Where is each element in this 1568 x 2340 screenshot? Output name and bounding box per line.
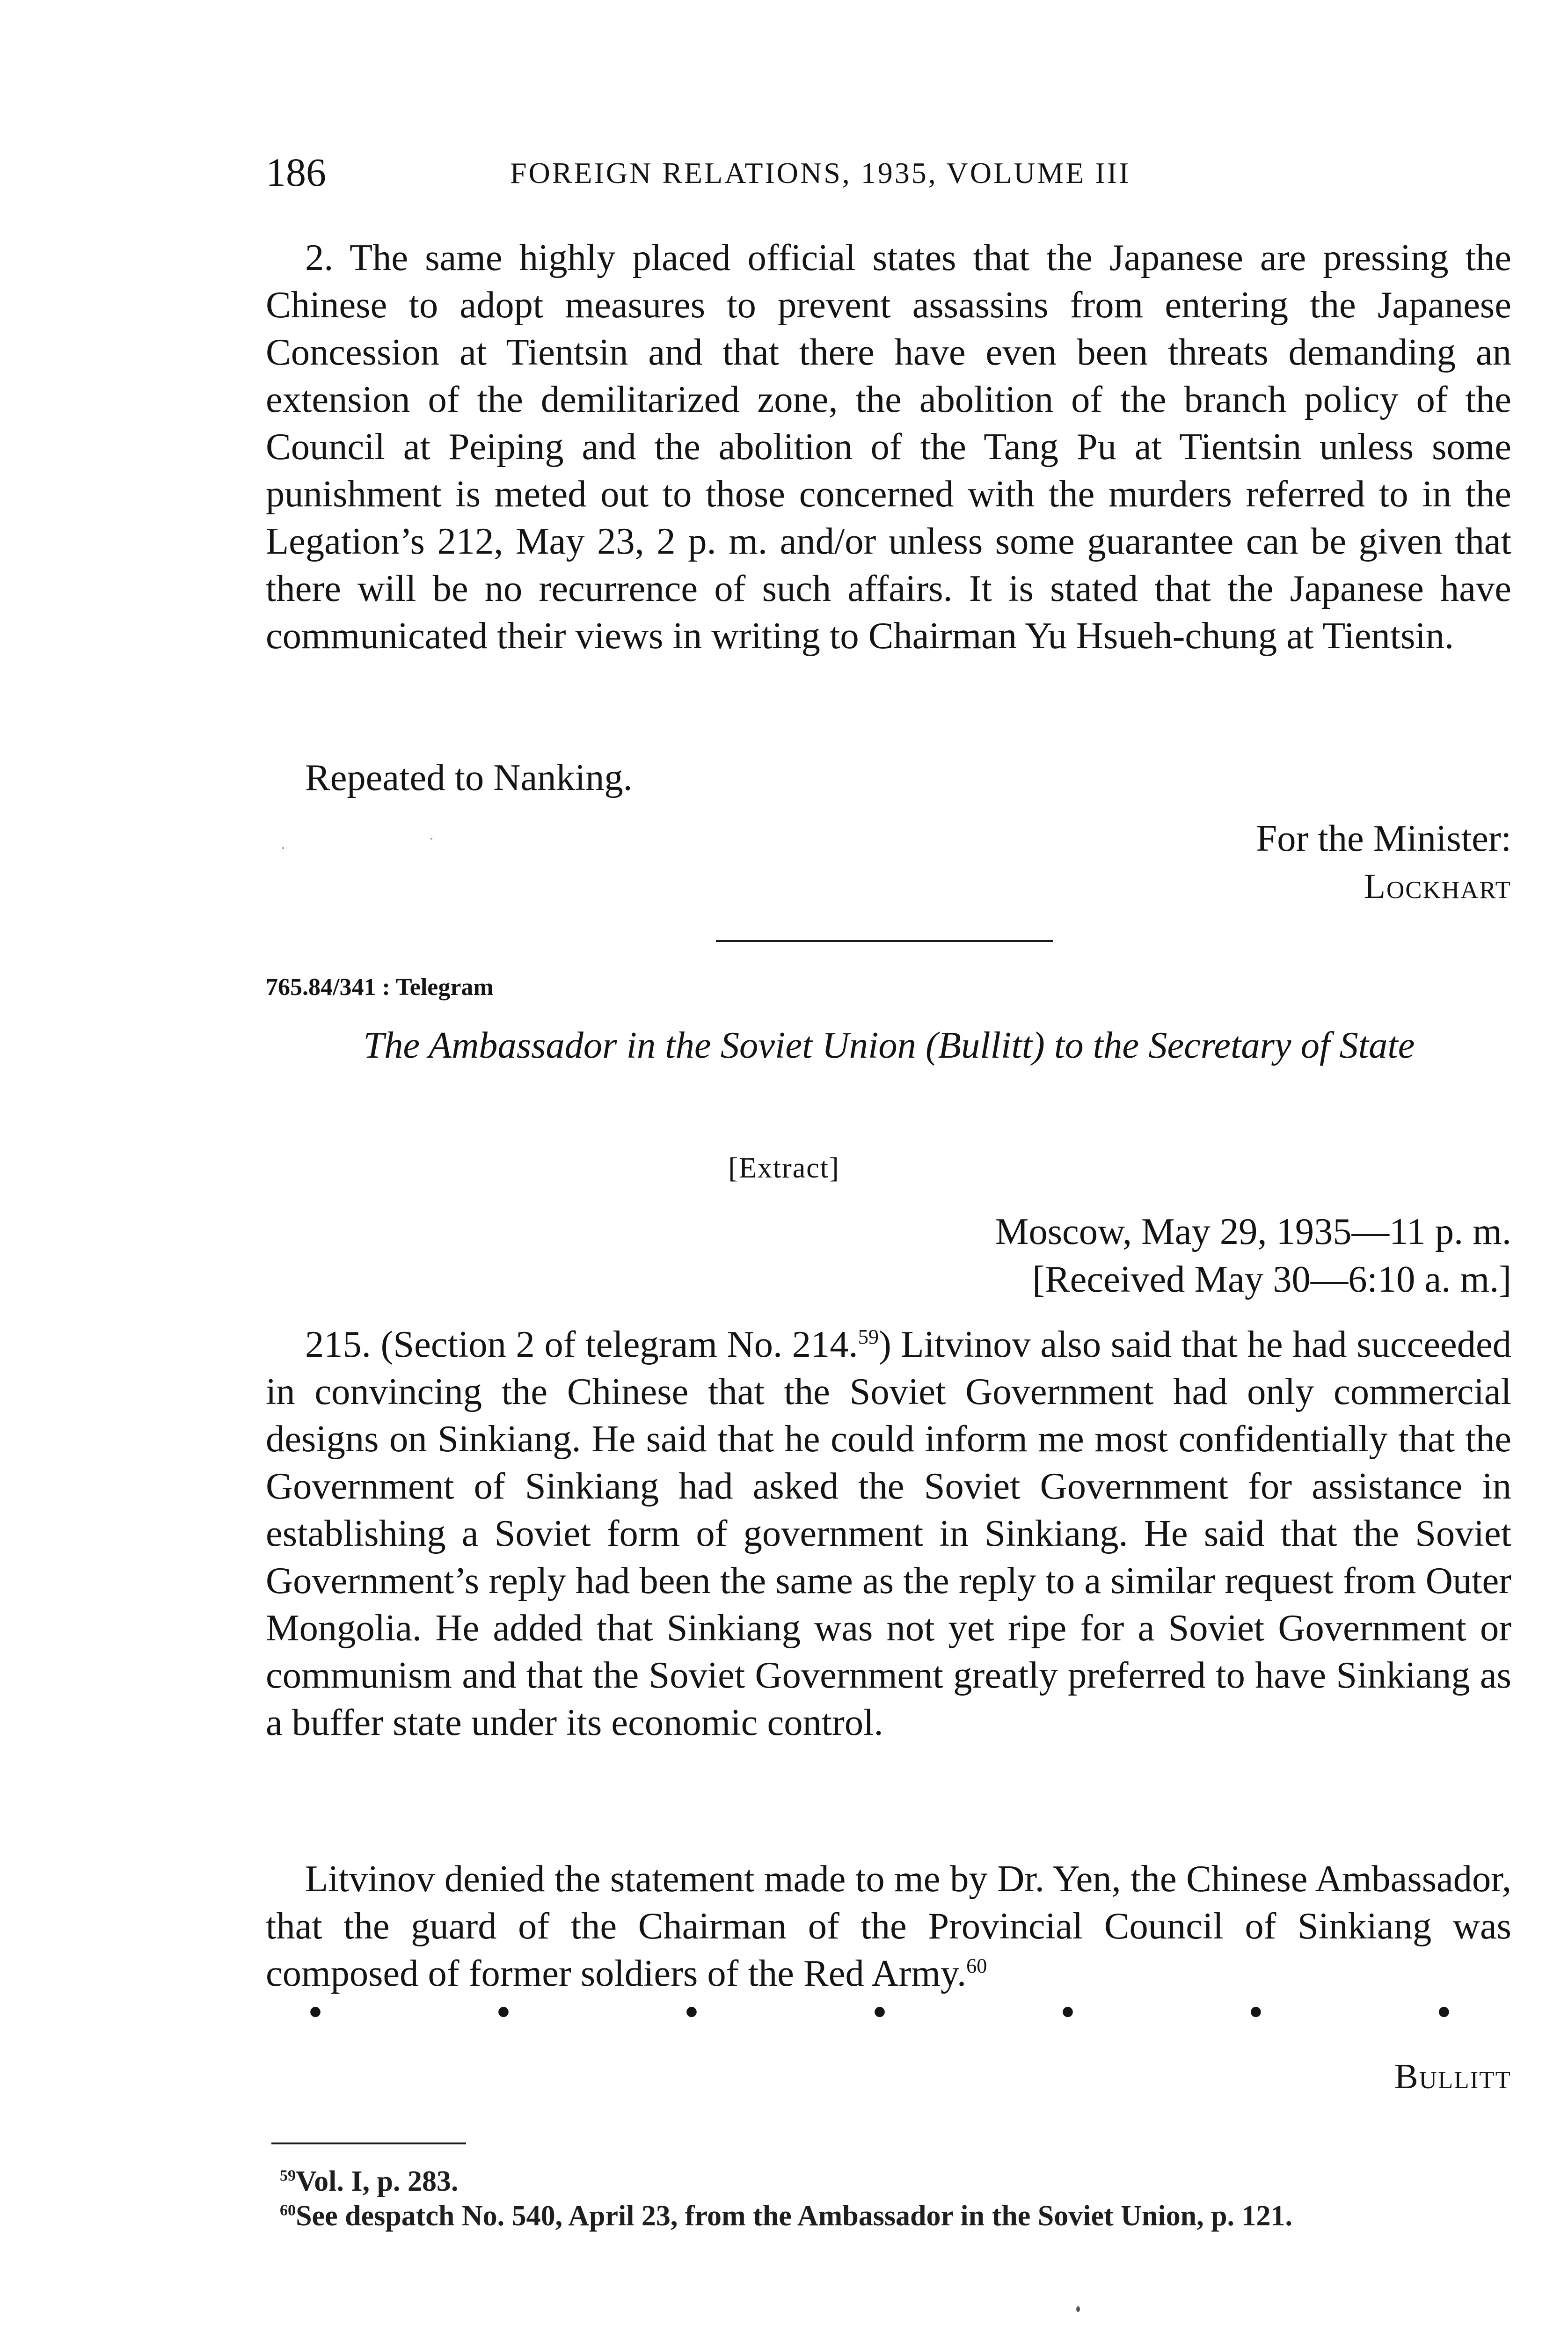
document-title: The Ambassador in the Soviet Union (Bullitt) to the Secretary of State	[363, 1024, 1415, 1066]
footnote-ref-60: 60	[966, 1954, 987, 1978]
paragraph-litvinov-text: Litvinov denied the statement made to me by Dr. Yen, the Chinese Ambassador, that the guard of the Chairman of the Provincial Council of Sinkiang was composed of former soldiers of the Red Army.	[266, 1858, 1511, 1994]
omission-dot: •	[1249, 1992, 1262, 2033]
extract-label: [Extract]	[728, 1152, 840, 1184]
omission-dot: •	[1437, 1992, 1451, 2033]
footnote-divider	[271, 2143, 466, 2144]
footnotes	[266, 2164, 1511, 2233]
dateline-sent: Moscow, May 29, 1935—11 p. m.	[995, 1211, 1511, 1252]
repeated-note: Repeated to Nanking.	[305, 757, 633, 798]
paper-speck	[282, 847, 284, 849]
body-text-section-2	[266, 234, 1511, 659]
body-text-215	[266, 1321, 1511, 1746]
signoff-line: For the Minister:	[1256, 818, 1511, 859]
footnote-mark: 60	[280, 2201, 296, 2219]
paper-speck	[1076, 2306, 1080, 2312]
paragraph-215-lead: 215. (Section 2 of telegram No. 214.	[305, 1324, 858, 1365]
section-divider	[716, 940, 1053, 942]
omission-dot: •	[1061, 1992, 1074, 2033]
footnote-59	[266, 2164, 1511, 2199]
signature-bullitt: Bullitt	[1394, 2057, 1511, 2096]
omission-dot: •	[496, 1992, 510, 2033]
paragraph-215-body: ) Litvinov also said that he had succeeded in convincing the Chinese that the Soviet Government had only commercial designs on Sinkiang. He said that he could inform me most confidentially that the Government of Sinkiang had asked the Soviet Government for assistance in establishing a Soviet form of government in Sinkiang. He said that the Soviet Government’s reply had been the same as the reply to a similar request from Outer Mongolia. He added that Sinkiang was not yet ripe for a Soviet Government or communism and that the Soviet Government greatly preferred to have Sinkiang as a buffer state under its economic control.	[266, 1324, 1511, 1743]
dateline-received: [Received May 30—6:10 a. m.]	[1032, 1258, 1511, 1300]
omission-dots	[309, 1991, 1451, 2033]
body-text-repeated	[266, 754, 1511, 801]
footnote-mark: 59	[280, 2167, 296, 2185]
body-text-litvinov	[266, 1855, 1511, 1997]
footnote-ref-59: 59	[858, 1325, 879, 1349]
footnote-text: Vol. I, p. 283.	[296, 2165, 459, 2197]
paper-speck	[430, 838, 432, 840]
omission-dot: •	[685, 1992, 698, 2033]
footnote-text: See despatch No. 540, April 23, from the Ambassador in the Soviet Union, p. 121.	[296, 2200, 1293, 2232]
omission-dot: •	[309, 1992, 322, 2033]
page-number: 186	[266, 150, 326, 195]
paragraph-litvinov	[266, 1855, 1511, 1997]
file-reference: 765.84/341 : Telegram	[266, 974, 494, 1001]
running-head: FOREIGN RELATIONS, 1935, VOLUME III	[510, 156, 1131, 190]
omission-dot: •	[873, 1992, 886, 2033]
paragraph-215	[266, 1321, 1511, 1746]
paragraph-section-2: 2. The same highly placed official states that the Japanese are pressing the Chinese to adopt measures to prevent assassins from entering the Japanese Concession at Tientsin and that there have even been threats demanding an extension of the demilitarized zone, the abolition of the branch policy of the Council at Peiping and the abolition of the Tang Pu at Tientsin unless some punishment is meted out to those concerned with the murders referred to in the Legation’s 212, May 23, 2 p. m. and/or unless some guarantee can be given that there will be no recurrence of such affairs. It is stated that the Japanese have communicated their views in writing to Chairman Yu Hsueh-chung at Tientsin.	[266, 237, 1511, 657]
signature-lockhart: Lockhart	[1364, 867, 1511, 906]
footnote-60	[266, 2199, 1511, 2233]
